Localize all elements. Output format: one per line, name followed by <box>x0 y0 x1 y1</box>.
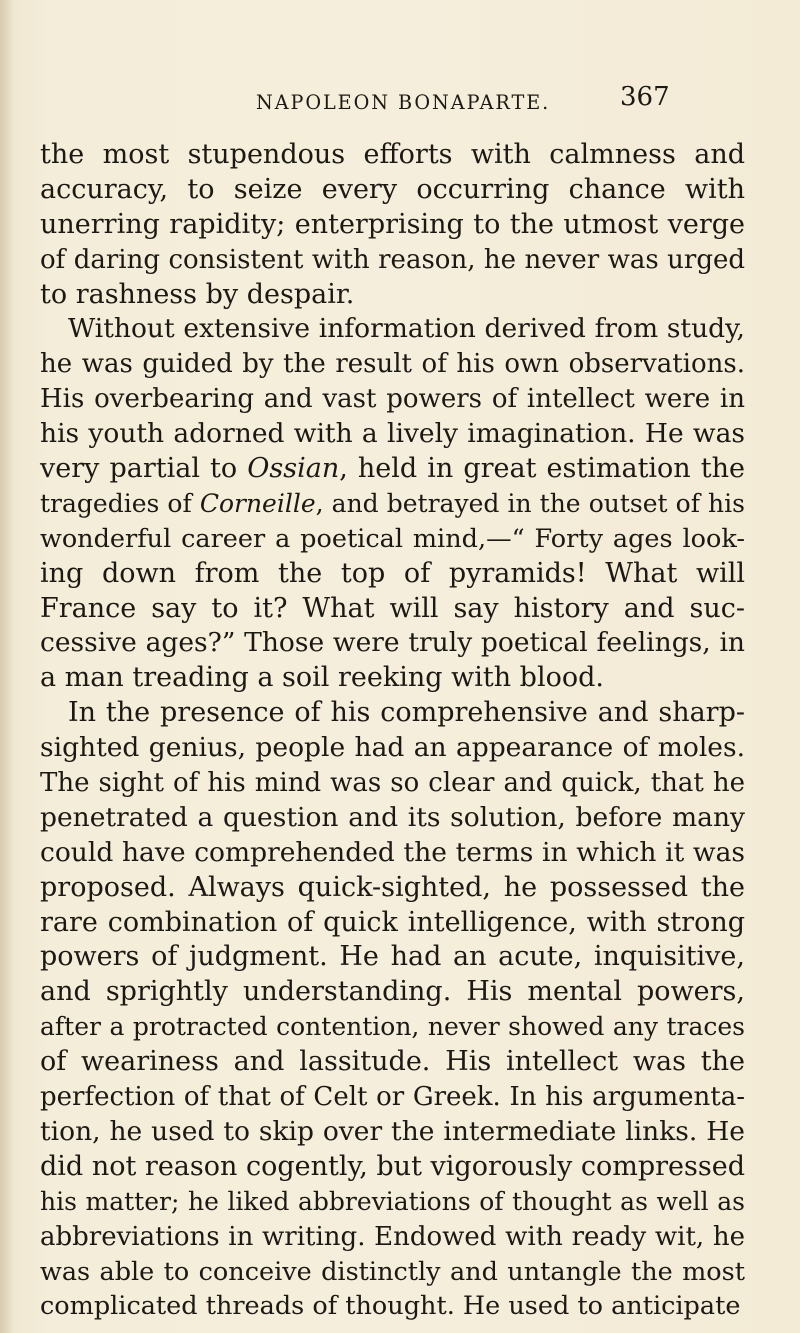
text-line: The sight of his mind was so clear and quick, that he <box>40 768 745 799</box>
text-line: France say to it? What will say history and suc- <box>40 592 745 624</box>
text-line: of daring consistent with reason, he never was urged <box>40 244 745 275</box>
running-head <box>216 82 776 120</box>
text-line: did not reason cogently, but vigorously compressed <box>40 1150 745 1182</box>
text-line: complicated threads of thought. He used to anticipate <box>40 1291 741 1322</box>
text-line: ing down from the top of pyramids! What will <box>40 557 745 589</box>
text-line: perfection of that of Celt or Greek. In his argumenta- <box>40 1082 745 1113</box>
text-line: tragedies of Corneille, and betrayed in the outset of his <box>40 488 745 518</box>
text-line: very partial to Ossian, held in great estimation the <box>40 453 745 485</box>
text-line: His overbearing and vast powers of intellect were in <box>40 384 745 415</box>
text-line: tion, he used to skip over the intermediate links. He <box>40 1115 745 1147</box>
text-line: he was guided by the result of his own observations. <box>40 349 745 380</box>
text-line: the most stupendous efforts with calmness and <box>40 139 745 170</box>
page-number: 367 <box>620 82 670 112</box>
text-line: of weariness and lassitude. His intellect was the <box>40 1046 745 1078</box>
text-line: Without extensive information derived from study, <box>68 313 745 345</box>
italic-title: Ossian <box>247 453 340 485</box>
text-line: cessive ages?” Those were truly poetical feelings, in <box>40 627 745 659</box>
text-line: after a protracted contention, never showed any traces <box>40 1012 745 1042</box>
italic-title: Corneille <box>199 488 316 518</box>
text-line: to rashness by despair. <box>40 278 355 310</box>
text-line: penetrated a question and its solution, before many <box>40 801 745 833</box>
text-line: unerring rapidity; enterprising to the utmost verge <box>40 208 745 240</box>
text-line: rare combination of quick intelligence, with strong <box>40 906 745 938</box>
page-gutter-shadow <box>0 0 14 1333</box>
text-line: powers of judgment. He had an acute, inquisitive, <box>40 941 745 973</box>
text-line: could have comprehended the terms in which it was <box>40 836 745 868</box>
text-line: abbreviations in writing. Endowed with ready wit, he <box>40 1221 745 1252</box>
text-line: In the presence of his comprehensive and sharp- <box>68 697 745 729</box>
text-line: and sprightly understanding. His mental powers, <box>40 976 745 1008</box>
text-line: a man treading a soil reeking with blood. <box>40 662 604 694</box>
text-line: his matter; he liked abbreviations of thought as well as <box>40 1186 745 1216</box>
text-line: was able to conceive distinctly and untangle the most <box>40 1256 745 1287</box>
text-line: sighted genius, people had an appearance of moles. <box>40 732 745 764</box>
running-title: NAPOLEON BONAPARTE. <box>256 90 551 114</box>
text-line: his youth adorned with a lively imagination. He was <box>40 418 745 450</box>
body-text <box>40 138 745 1324</box>
text-line: proposed. Always quick-sighted, he possessed the <box>40 871 745 903</box>
text-line: wonderful career a poetical mind,—“ Forty ages look- <box>40 523 745 554</box>
text-line: accuracy, to seize every occurring chance with <box>40 173 745 205</box>
